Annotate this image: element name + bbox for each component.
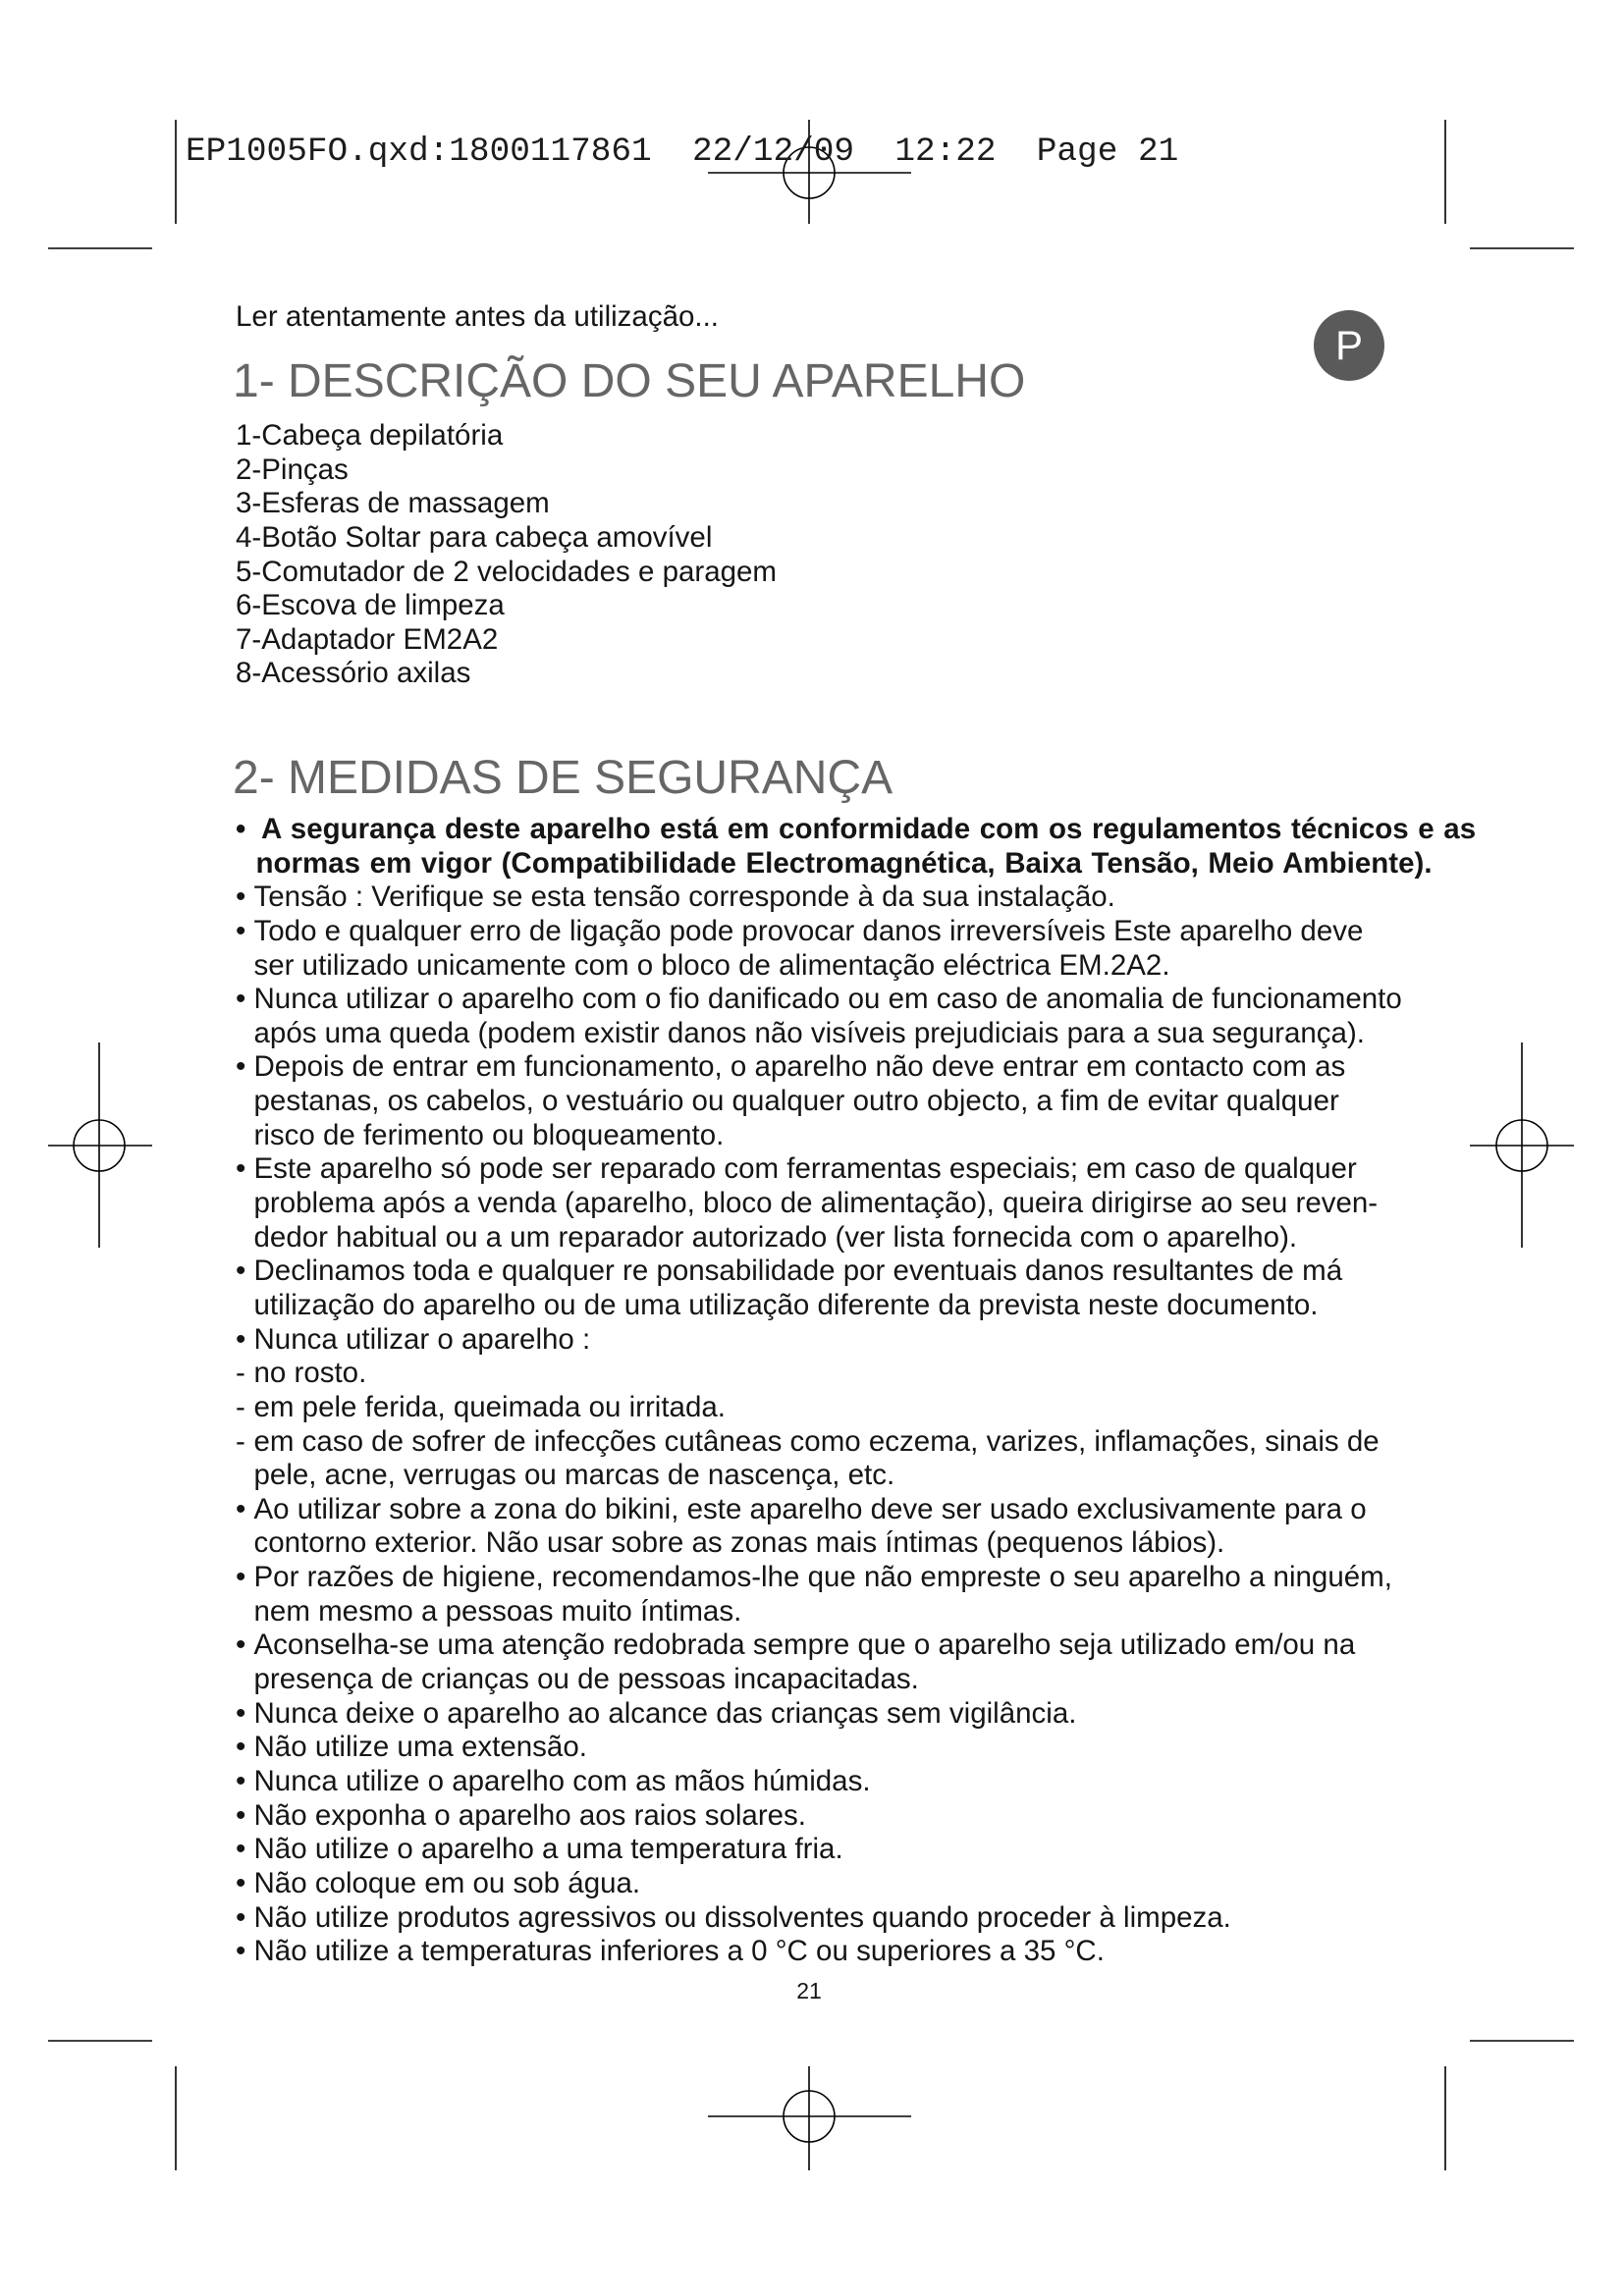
safety-line — [236, 915, 1476, 949]
safety-line: dedor habitual ou a um reparador autorizado (ver lista fornecida com o aparelho). — [253, 1220, 1298, 1254]
dash-marker: - — [236, 1424, 245, 1458]
safety-line — [236, 1493, 1476, 1527]
safety-item — [236, 1935, 1476, 1969]
bullet-marker: • — [236, 1764, 246, 1797]
parts-list-item: 1-Cabeça depilatória — [236, 419, 504, 452]
language-badge — [1314, 310, 1384, 381]
safety-item — [236, 1629, 1476, 1696]
safety-line-text: Ao utilizar sobre a zona do bikini, este aparelho deve ser usado exclusivamente para o — [253, 1492, 1367, 1525]
intro-text: Ler atentamente antes da utilização... — [236, 300, 719, 333]
safety-line: ser utilizado unicamente com o bloco de alimentação eléctrica EM.2A2. — [253, 948, 1170, 982]
bullet-marker: • — [236, 1833, 246, 1866]
crop-mark-top-right — [1445, 120, 1574, 248]
safety-line: utilização do aparelho ou de uma utilização diferente da prevista neste documento. — [253, 1288, 1319, 1321]
safety-line — [236, 1255, 1476, 1289]
safety-line — [236, 1391, 1476, 1425]
registration-mark-left — [48, 1042, 152, 1248]
print-slug: EP1005FO.qxd:1800117861 22/12/09 12:22 Page 21 — [186, 133, 1179, 171]
safety-line-text: A segurança deste aparelho está em conformidade com os regulamentos técnicos e as — [261, 813, 1477, 845]
section-title-safety: 2- MEDIDAS DE SEGURANÇA — [233, 752, 893, 804]
bullet-marker: • — [236, 1900, 246, 1934]
bullet-marker: • — [236, 1696, 246, 1730]
registration-mark-bottom — [708, 2066, 911, 2170]
safety-line-text: Declinamos toda e qualquer re ponsabilidade por eventuais danos resultantes de má — [253, 1255, 1343, 1288]
safety-line — [236, 1050, 1476, 1085]
safety-line-text: no rosto. — [253, 1357, 367, 1390]
parts-list-item: 2-Pinças — [236, 453, 349, 486]
safety-line-text: Nunca utilizar o aparelho com o fio danificado ou em caso de anomalia de funcionamento — [253, 983, 1402, 1016]
safety-line — [236, 1833, 1476, 1867]
crop-mark-bottom-right — [1445, 2041, 1574, 2170]
safety-line: risco de ferimento ou bloqueamento. — [253, 1118, 725, 1151]
parts-list-item: 5-Comutador de 2 velocidades e paragem — [236, 555, 777, 588]
safety-line-text: Não utilize o aparelho a uma temperatura fria. — [253, 1833, 843, 1866]
registration-mark-right — [1470, 1042, 1574, 1248]
bullet-marker: • — [236, 813, 246, 845]
safety-line-text: Não utilize uma extensão. — [253, 1731, 587, 1764]
safety-line — [236, 983, 1476, 1017]
bullet-marker: • — [236, 914, 246, 947]
safety-line-text: Este aparelho só pode ser reparado com ferramentas especiais; em caso de qualquer — [253, 1152, 1357, 1186]
safety-line: pestanas, os cabelos, o vestuário ou qualquer outro objecto, a fim de evitar qualquer — [253, 1085, 1339, 1118]
safety-line-text: Não utilize produtos agressivos ou dissolventes quando proceder à limpeza. — [253, 1900, 1231, 1934]
safety-subitem — [236, 1357, 1476, 1391]
bullet-marker: • — [236, 1866, 246, 1899]
page-number: 21 — [796, 1978, 822, 2003]
bullet-marker: • — [236, 1050, 246, 1084]
crop-mark-bottom-left — [48, 2041, 176, 2170]
safety-line-text: Nunca deixe o aparelho ao alcance das crianças sem vigilância. — [253, 1696, 1077, 1730]
safety-line: nem mesmo a pessoas muito íntimas. — [253, 1594, 742, 1628]
safety-item — [236, 1901, 1476, 1936]
safety-line-text: Não coloque em ou sob água. — [253, 1866, 641, 1899]
safety-line — [236, 1935, 1476, 1969]
bullet-marker: • — [236, 1255, 246, 1288]
safety-line — [236, 1357, 1476, 1391]
safety-item — [236, 1833, 1476, 1867]
safety-line — [236, 1697, 1476, 1732]
safety-line-text: Todo e qualquer erro de ligação pode provocar danos irreversíveis Este aparelho deve — [253, 914, 1364, 947]
safety-line-text: Tensão : Verifique se esta tensão corresponde à da sua instalação. — [253, 881, 1115, 914]
parts-list-item: 7-Adaptador EM2A2 — [236, 622, 499, 656]
safety-line: após uma queda (podem existir danos não visíveis prejudiciais para a sua segurança). — [253, 1016, 1365, 1049]
safety-item — [236, 1867, 1476, 1901]
safety-item — [236, 1697, 1476, 1732]
safety-item-compliance — [236, 813, 1476, 881]
safety-item — [236, 983, 1476, 1050]
parts-list-item: 8-Acessório axilas — [236, 657, 471, 690]
safety-line: presença de crianças ou de pessoas incapacitadas. — [253, 1663, 919, 1696]
safety-line: contorno exterior. Não usar sobre as zonas mais íntimas (pequenos lábios). — [253, 1526, 1225, 1560]
safety-line-text: Nunca utilizar o aparelho : — [253, 1322, 591, 1356]
bullet-marker: • — [236, 1322, 246, 1356]
safety-item — [236, 1152, 1476, 1255]
safety-line: problema após a venda (aparelho, bloco de alimentação), queira dirigirse ao seu reven- — [253, 1187, 1379, 1220]
safety-item — [236, 915, 1476, 983]
bullet-marker: • — [236, 1561, 246, 1594]
safety-item — [236, 1050, 1476, 1152]
safety-line — [236, 881, 1476, 915]
bullet-marker: • — [236, 1731, 246, 1764]
bullet-marker: • — [236, 1629, 246, 1662]
safety-item — [236, 1255, 1476, 1322]
safety-line — [236, 1901, 1476, 1936]
language-badge-letter: P — [1334, 322, 1363, 368]
safety-line: pele, acne, verrugas ou marcas de nascença, etc. — [253, 1459, 895, 1492]
parts-list-item: 3-Esferas de massagem — [236, 487, 550, 520]
dash-marker: - — [236, 1390, 245, 1423]
safety-line — [236, 1867, 1476, 1901]
safety-line-text: Não exponha o aparelho aos raios solares. — [253, 1798, 807, 1832]
safety-list — [236, 813, 1476, 1969]
safety-item — [236, 881, 1476, 915]
safety-line — [236, 1629, 1476, 1663]
dash-marker: - — [236, 1357, 245, 1390]
safety-line-text: em caso de sofrer de infecções cutâneas como eczema, varizes, inflamações, sinais de — [253, 1424, 1380, 1458]
safety-item — [236, 1493, 1476, 1561]
safety-line — [236, 1799, 1476, 1834]
safety-line — [236, 1425, 1476, 1460]
bullet-marker: • — [236, 881, 246, 914]
bullet-marker: • — [236, 1935, 246, 1968]
safety-item — [236, 1731, 1476, 1765]
safety-line-text: Não utilize a temperaturas inferiores a 0 °C ou superiores a 35 °C. — [253, 1935, 1105, 1968]
bullet-marker: • — [236, 1152, 246, 1186]
safety-item — [236, 1765, 1476, 1799]
bullet-marker: • — [236, 1798, 246, 1832]
parts-list-item: 6-Escova de limpeza — [236, 589, 505, 622]
safety-line — [236, 1731, 1476, 1765]
bullet-marker: • — [236, 1492, 246, 1525]
safety-line-text: Por razões de higiene, recomendamos-lhe que não empreste o seu aparelho a ninguém, — [253, 1561, 1392, 1594]
safety-line-text: Aconselha-se uma atenção redobrada sempre que o aparelho seja utilizado em/ou na — [253, 1629, 1356, 1662]
parts-list-item: 4-Botão Soltar para cabeça amovível — [236, 520, 713, 554]
parts-list — [236, 419, 777, 691]
safety-line — [236, 1323, 1476, 1358]
section-title-description: 1- DESCRIÇÃO DO SEU APARELHO — [233, 355, 1026, 407]
safety-item — [236, 1799, 1476, 1834]
safety-line-text: Depois de entrar em funcionamento, o aparelho não deve entrar em contacto com as — [253, 1050, 1346, 1084]
safety-item — [236, 1561, 1476, 1629]
safety-subitem — [236, 1391, 1476, 1425]
safety-item — [236, 1323, 1476, 1358]
bullet-marker: • — [236, 983, 246, 1016]
safety-line-text: Nunca utilize o aparelho com as mãos húmidas. — [253, 1764, 871, 1797]
safety-line — [236, 813, 1476, 847]
safety-line — [236, 1561, 1476, 1595]
safety-line — [236, 1152, 1476, 1187]
crop-mark-top-left — [48, 120, 176, 248]
safety-line-text: em pele ferida, queimada ou irritada. — [253, 1390, 726, 1423]
safety-line: normas em vigor (Compatibilidade Electromagnética, Baixa Tensão, Meio Ambiente). — [255, 846, 1433, 880]
safety-subitem — [236, 1425, 1476, 1493]
safety-line — [236, 1765, 1476, 1799]
